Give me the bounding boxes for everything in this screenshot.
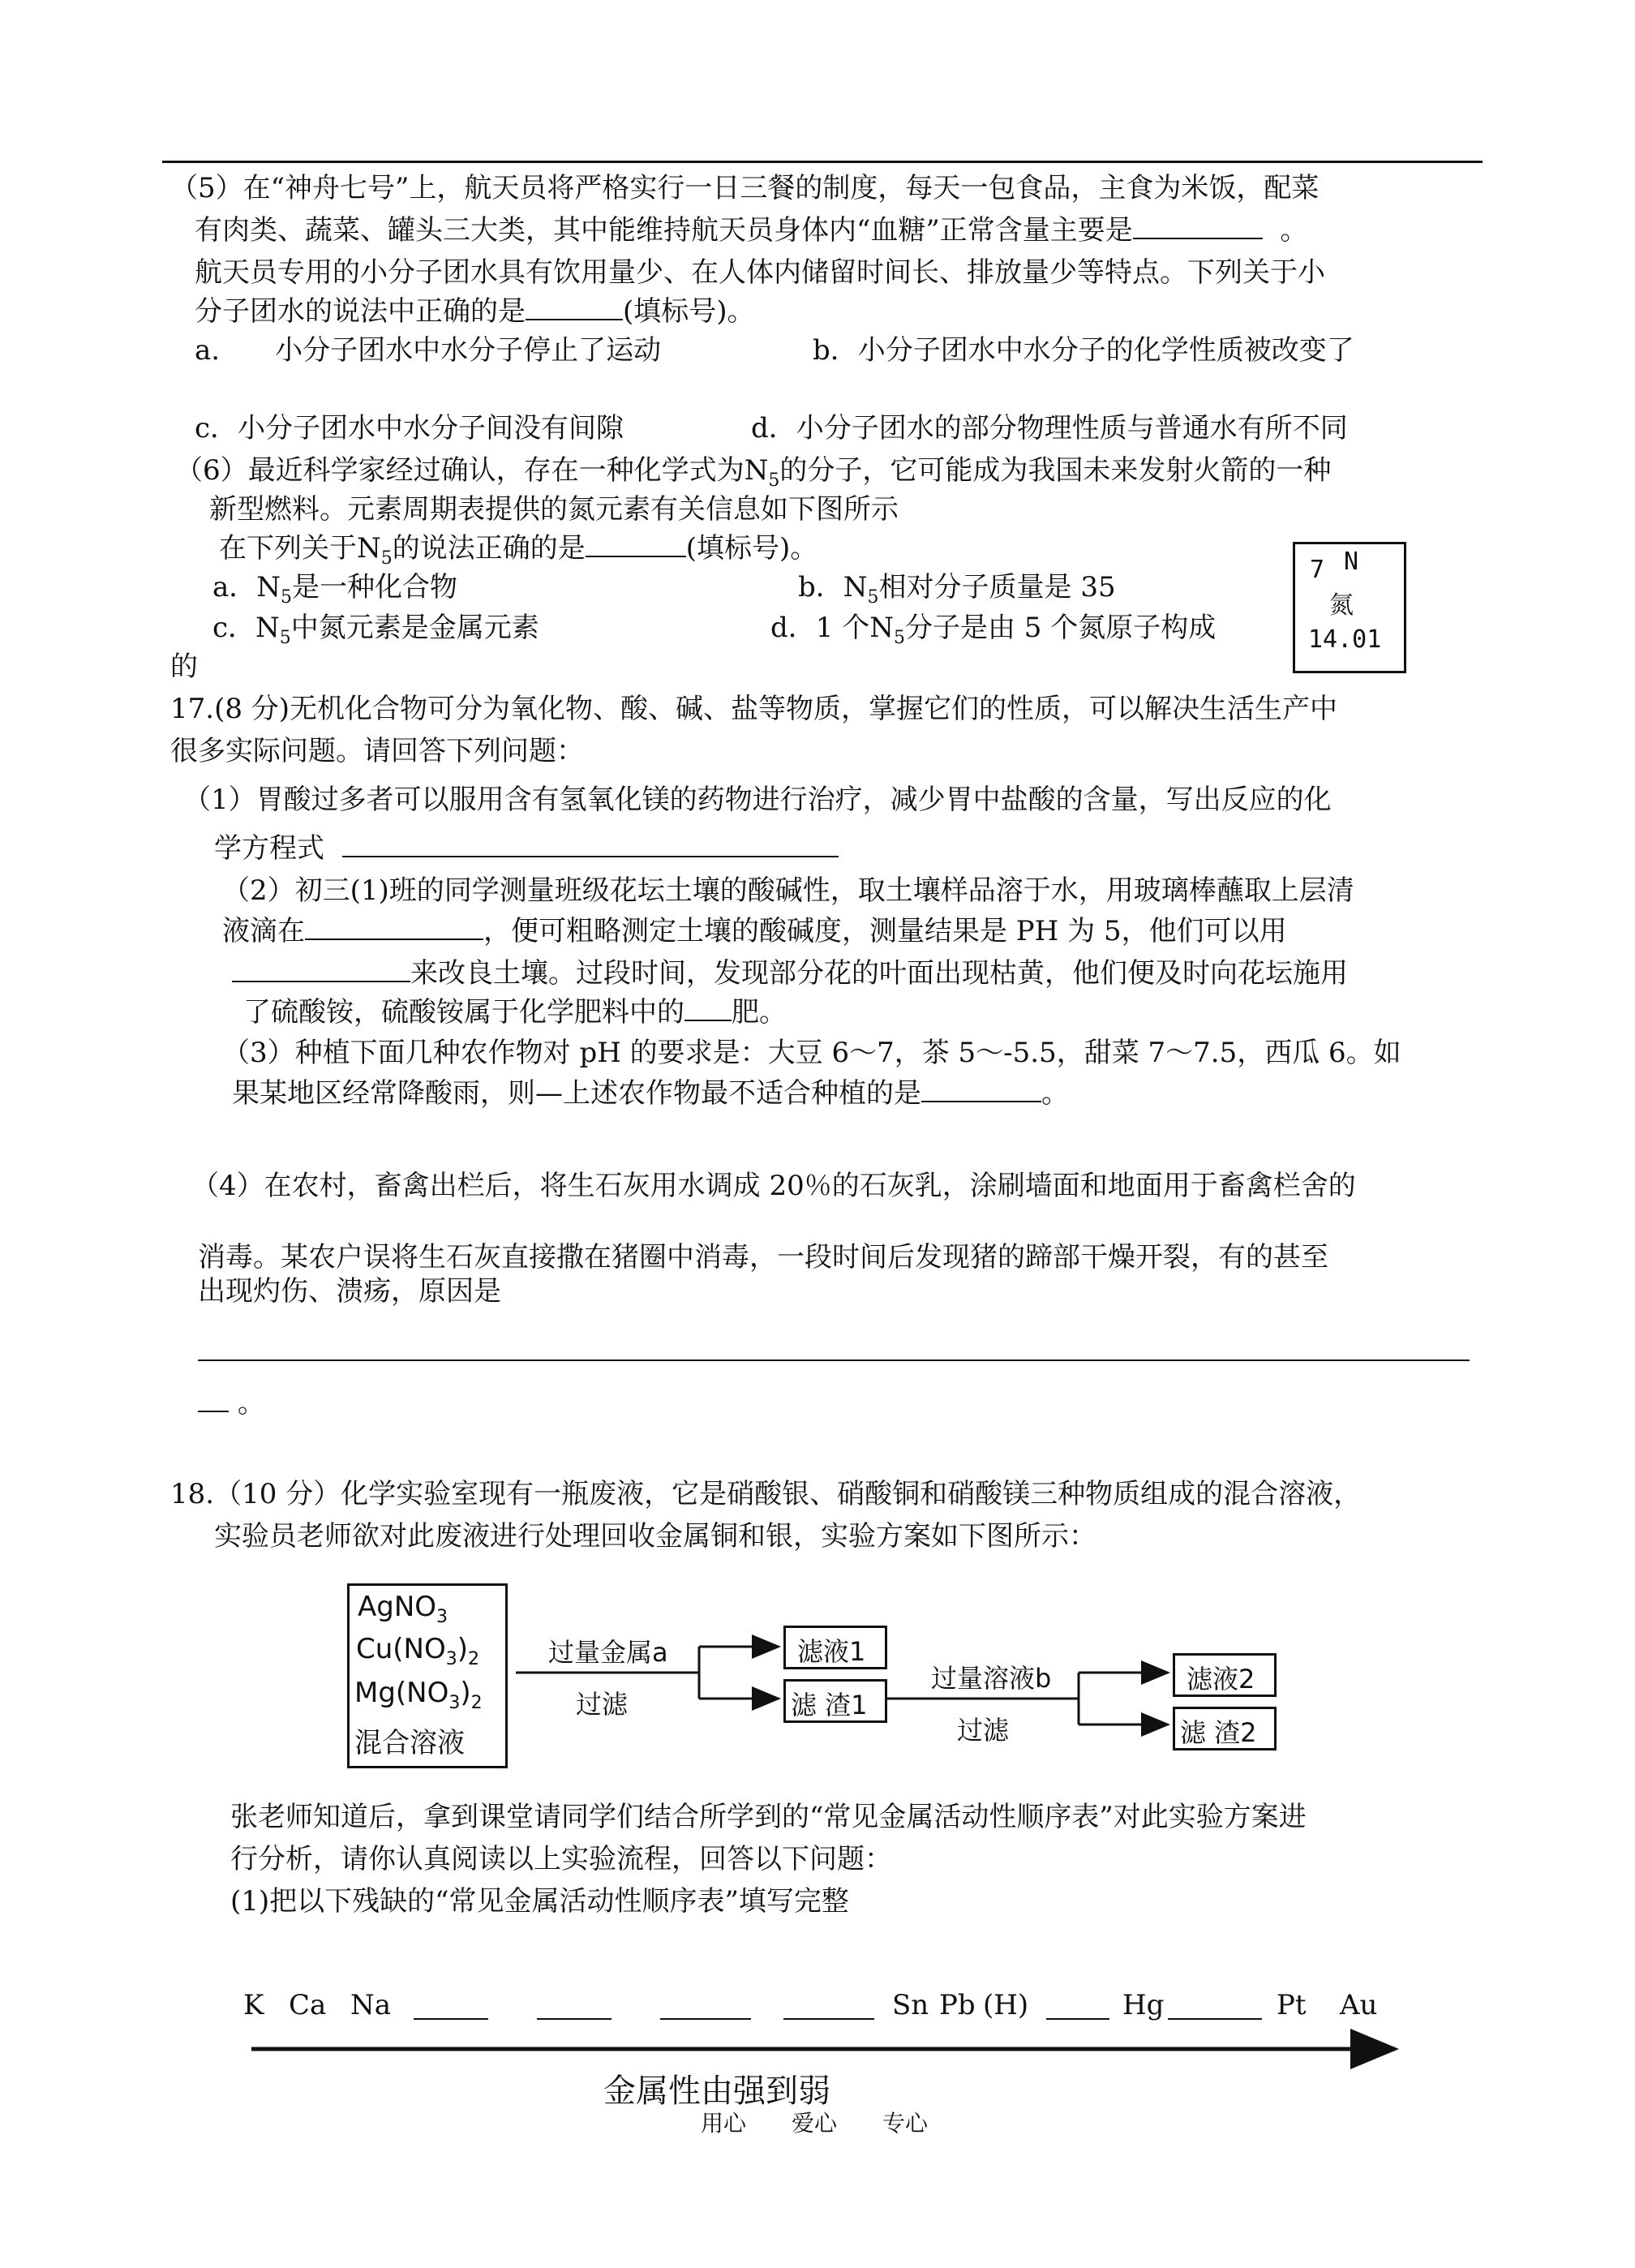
residue1-label: 滤 渣1 <box>791 1690 868 1720</box>
filtrate2-label: 滤液2 <box>1187 1664 1255 1695</box>
q16-p5-option-b: b．小分子团水中水分子的化学性质被改变了 <box>813 334 1354 367</box>
series-blank-6[interactable] <box>1168 1989 1262 2020</box>
q17-p4-line4: 。 <box>198 1385 265 1421</box>
q18-line4: 行分析，请你认真阅读以上实验流程，回答以下问题： <box>230 1843 892 1875</box>
q18-line1: 18.（10 分）化学实验室现有一瓶废液，它是硝酸银、硝酸铜和硝酸镁三种物质组成的混合溶液， <box>170 1478 1362 1510</box>
q16-p6-option-b: b．$N_5$相对分子质量是 35 <box>798 571 1116 608</box>
q16-p6-option-d: d．1 个$N_5$分子是由 5 个氮原子构成 <box>770 612 1217 648</box>
filtrate2-box <box>1173 1653 1277 1697</box>
q17-p2-line3: 来改良土壤。过段时间，发现部分花的叶面出现枯黄，他们便及时向花坛施用 <box>232 956 1348 991</box>
q18-line5: (1)把以下残缺的“常见金属活动性顺序表”填写完整 <box>230 1885 849 1918</box>
q17-p3-line2: 果某地区经常降酸雨，则—上述农作物最不适合种植的是 。 <box>232 1077 1069 1110</box>
formula-mgno32: $Mg(NO_3)_2$ <box>354 1677 483 1713</box>
series-blank-4[interactable] <box>783 1989 874 2020</box>
q17-p2-line1: （2）初三(1)班的同学测量班级花坛土壤的酸碱性，取土壤样品溶于水，用玻璃棒蘸取上层清 <box>222 874 1354 907</box>
series-na: Na <box>350 1989 392 2021</box>
q16-p6-option-c: c．$N_5$中氮元素是金属元素 <box>212 612 539 648</box>
element-symbol: N <box>1344 548 1359 576</box>
series-au: Au <box>1340 1989 1378 2021</box>
page-footer: 用心 爱心 专心 <box>701 2110 929 2137</box>
series-blank-2[interactable] <box>537 1989 612 2020</box>
q17-p4-line2: 消毒。某农户误将生石灰直接撒在猪圈中消毒，一段时间后发现猪的蹄部干燥开裂，有的甚至 <box>198 1241 1328 1274</box>
q17-p4-line3: 出现灼伤、溃疡，原因是 <box>198 1275 501 1308</box>
residue2-box <box>1173 1707 1277 1750</box>
filtrate1-box <box>783 1626 887 1669</box>
q17-line2: 很多实际问题。请回答下列问题： <box>170 735 584 767</box>
q18-line3: 张老师知道后，拿到课堂请同学们结合所学到的“常见金属活动性顺序表”对此实验方案进 <box>230 1801 1307 1833</box>
q16-p5-line2: 有肉类、蔬菜、罐头三大类，其中能维持航天员身体内“血糖”正常含量主要是 。 <box>195 214 1308 247</box>
step2-reagent: 过量溶液b <box>931 1663 1052 1694</box>
q17-p2-line4: 了硫酸铵，硫酸铵属于化学肥料中的 肥。 <box>243 996 787 1029</box>
q16-p6-option-a: a．$N_5$是一种化合物 <box>212 571 458 608</box>
q16-p5-option-c: c．小分子团水中水分子间没有间隙 <box>195 412 624 445</box>
series-h: (H) <box>983 1989 1029 2021</box>
series-ca: Ca <box>289 1989 327 2021</box>
step2-operation: 过滤 <box>957 1715 1010 1746</box>
residue2-label: 滤 渣2 <box>1180 1717 1257 1748</box>
series-hg: Hg <box>1122 1989 1165 2021</box>
mixed-solution-label: 混合溶液 <box>354 1727 465 1759</box>
element-mass: 14.01 <box>1308 625 1382 654</box>
series-blank-1[interactable] <box>414 1989 488 2020</box>
step1-reagent: 过量金属a <box>548 1637 668 1668</box>
series-arrow-label: 金属性由强到弱 <box>603 2073 830 2110</box>
element-name: 氮 <box>1329 591 1354 620</box>
q16-p6-tail: 的 <box>170 651 198 683</box>
step1-operation: 过滤 <box>576 1689 629 1720</box>
residue1-box <box>783 1679 887 1723</box>
series-k: K <box>243 1989 264 2021</box>
series-sn: Sn <box>892 1989 929 2021</box>
series-blank-5[interactable] <box>1046 1989 1109 2020</box>
series-pb: Pb <box>939 1989 976 2021</box>
filtrate1-label: 滤液1 <box>797 1636 866 1667</box>
q17-p1-line2: 学方程式 <box>214 831 839 866</box>
q17-p1-line1: （1）胃酸过多者可以服用含有氢氧化镁的药物进行治疗，减少胃中盐酸的含量，写出反应的化 <box>183 784 1332 816</box>
q17-p2-line2: 液滴在 ，便可粗略测定土壤的酸碱度，测量结果是 PH 为 5，他们可以用 <box>222 915 1287 947</box>
series-pt: Pt <box>1277 1989 1307 2021</box>
q16-p5-option-a: a. 小分子团水中水分子停止了运动 <box>195 334 662 367</box>
q16-p6-line3: 在下列关于$N_5$的说法正确的是 (填标号)。 <box>219 532 818 569</box>
q16-p6-line2: 新型燃料。元素周期表提供的氮元素有关信息如下图所示 <box>209 493 899 526</box>
q17-p4-line1: （4）在农村，畜禽出栏后，将生石灰用水调成 20％的石灰乳，涂刷墙面和地面用于畜禽栏舍的 <box>191 1170 1356 1202</box>
q16-p5-line1: （5）在“神舟七号”上，航天员将严格实行一日三餐的制度，每天一包食品，主食为米饭，配菜 <box>170 172 1320 204</box>
q16-p5-option-d: d．小分子团水的部分物理性质与普通水有所不同 <box>751 412 1348 445</box>
q17-p3-line1: （3）种植下面几种农作物对 pH 的要求是：大豆 6～7，茶 5～-5.5，甜菜 7～7.5，西瓜 6。如 <box>222 1037 1401 1069</box>
series-blank-3[interactable] <box>660 1989 751 2020</box>
q17-line1: 17.(8 分)无机化合物可分为氧化物、酸、碱、盐等物质，掌握它们的性质，可以解决生活生产中 <box>170 693 1338 725</box>
q16-p5-line3: 航天员专用的小分子团水具有饮用量少、在人体内储留时间长、排放量少等特点。下列关于小 <box>195 256 1325 289</box>
q18-line2: 实验员老师欲对此废液进行处理回收金属铜和银，实验方案如下图所示： <box>214 1520 1096 1553</box>
q16-p5-line4: 分子团水的说法中正确的是 (填标号)。 <box>195 295 755 328</box>
formula-cuno32: $Cu(NO_3)_2$ <box>356 1633 480 1669</box>
formula-agno3: AgNO$_3$ <box>358 1591 448 1627</box>
q16-p6-line1: （6）最近科学家经过确认，存在一种化学式为$N_5$的分子，它可能成为我国未来发射火箭的一种 <box>175 454 1332 491</box>
element-number: 7 <box>1310 556 1325 584</box>
